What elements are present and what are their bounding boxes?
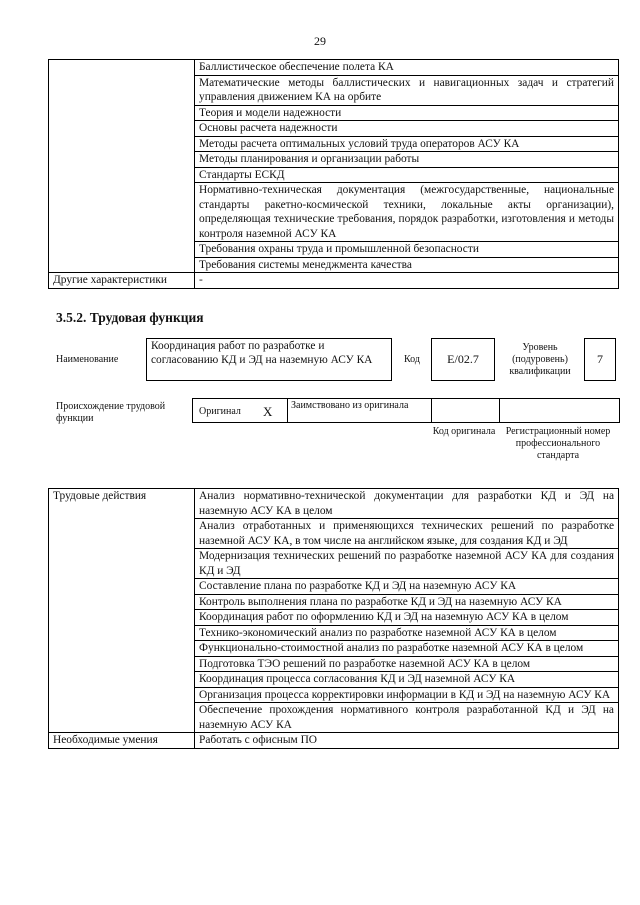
action-item: Подготовка ТЭО решений по разработке наземной АСУ КА в целом — [195, 656, 619, 672]
registration-caption: Регистрационный номер профессионального стандарта — [505, 426, 611, 461]
action-item: Координация работ по оформлению КД и ЭД на наземную АСУ КА в целом — [195, 610, 619, 626]
action-item: Модернизация технических решений по разработке наземной АСУ КА для создания КД и ЭД — [195, 549, 619, 579]
knowledge-label-cell — [49, 60, 195, 273]
skills-item: Работать с офисным ПО — [195, 733, 619, 749]
level-label: Уровень (подуровень) квалификации — [509, 342, 571, 377]
knowledge-item: Баллистическое обеспечение полета КА — [195, 60, 619, 76]
code-value: E/02.7 — [447, 352, 479, 366]
origin-row — [192, 398, 620, 423]
original-label: Оригинал — [199, 406, 241, 417]
code-label: Код — [404, 354, 420, 365]
code-original-caption: Код оригинала — [432, 426, 496, 437]
origin-divider — [287, 399, 288, 423]
knowledge-table — [48, 59, 619, 289]
action-item: Анализ отработанных и применяющихся технических решений по разработке наземной АСУ КА, в том числе на английском языке, для создания КД и ЭД — [195, 519, 619, 549]
action-item: Организация процесса корректировки информации в КД и ЭД на наземную АСУ КА — [195, 687, 619, 703]
level-value: 7 — [597, 352, 603, 366]
borrowed-label: Заимствовано из оригинала — [291, 400, 409, 411]
knowledge-item: Основы расчета надежности — [195, 121, 619, 137]
skills-label: Необходимые умения — [49, 733, 195, 749]
action-item: Координация процесса согласования КД и ЭД наземной АСУ КА — [195, 672, 619, 688]
other-characteristics-label: Другие характеристики — [49, 273, 195, 289]
knowledge-item: Методы планирования и организации работы — [195, 152, 619, 168]
knowledge-item: Нормативно-техническая документация (межгосударственные, национальные стандарты ракетно-космической техники, локальные акты организации), определяющая технические требования, порядок разработки, изготовления и методы контроля наземной АСУ КА — [195, 183, 619, 242]
origin-label: Происхождение трудовой функции — [56, 401, 166, 424]
action-item: Обеспечение прохождения нормативного контроля разработанной КД и ЭД на наземную АСУ КА — [195, 703, 619, 733]
other-characteristics-value: - — [195, 273, 619, 289]
knowledge-item: Математические методы баллистических и навигационных задач и стратегий управления движением КА на орбите — [195, 75, 619, 105]
actions-label: Трудовые действия — [49, 489, 195, 733]
action-item: Анализ нормативно-технической документации для разработки КД и ЭД на наземную АСУ КА в целом — [195, 489, 619, 519]
code-box — [431, 338, 495, 381]
section-title: 3.5.2. Трудовая функция — [56, 310, 204, 325]
name-label: Наименование — [56, 354, 119, 365]
knowledge-item: Стандарты ЕСКД — [195, 167, 619, 183]
origin-divider — [431, 399, 432, 423]
knowledge-item: Требования охраны труда и промышленной безопасности — [195, 242, 619, 258]
origin-divider — [499, 399, 500, 423]
original-mark: X — [263, 404, 273, 419]
action-item: Контроль выполнения плана по разработке КД и ЭД на наземную АСУ КА — [195, 594, 619, 610]
level-box — [584, 338, 616, 381]
action-item: Составление плана по разработке КД и ЭД на наземную АСУ КА — [195, 579, 619, 595]
name-value: Координация работ по разработке и согласованию КД и ЭД на наземную АСУ КА — [151, 340, 373, 366]
page-number: 29 — [314, 34, 326, 48]
action-item: Функционально-стоимостной анализ по разработке наземной АСУ КА в целом — [195, 641, 619, 657]
action-item: Технико-экономический анализ по разработке наземной АСУ КА в целом — [195, 625, 619, 641]
knowledge-item: Теория и модели надежности — [195, 105, 619, 121]
actions-table — [48, 488, 619, 749]
knowledge-item: Методы расчета оптимальных условий труда операторов АСУ КА — [195, 136, 619, 152]
knowledge-item: Требования системы менеджмента качества — [195, 257, 619, 273]
name-box — [146, 338, 392, 381]
